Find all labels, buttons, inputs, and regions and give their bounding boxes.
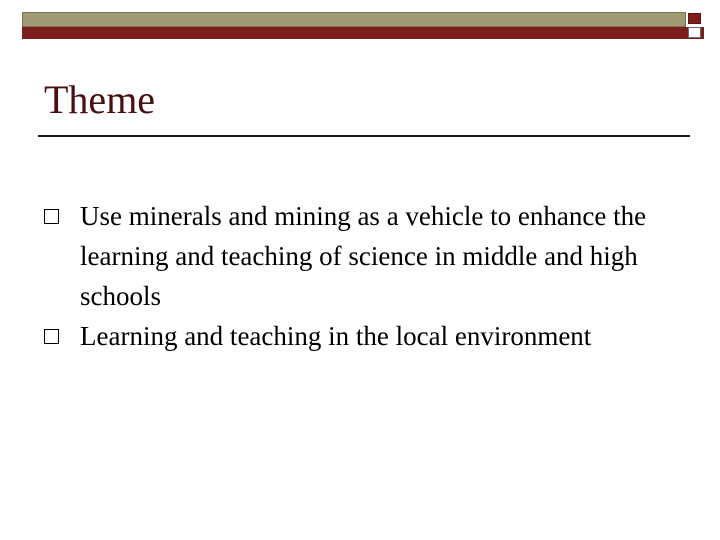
bullet-text: Learning and teaching in the local environment [80,321,592,351]
banner-upper-bar [22,12,686,27]
hollow-square-bullet-icon [44,329,59,344]
bullet-item [44,316,684,356]
decorative-banner [22,12,704,39]
bullet-item [44,196,684,316]
title-underline [38,135,690,137]
slide-title: Theme [44,77,156,122]
bullet-text: Use minerals and mining as a vehicle to enhance the learning and teaching of science in middle and high schools [80,201,647,311]
hollow-square-bullet-icon [44,209,59,224]
banner-square-outline-icon [688,27,701,38]
banner-square-icon [688,13,701,24]
bullet-list [44,196,684,356]
banner-lower-bar [22,27,704,39]
